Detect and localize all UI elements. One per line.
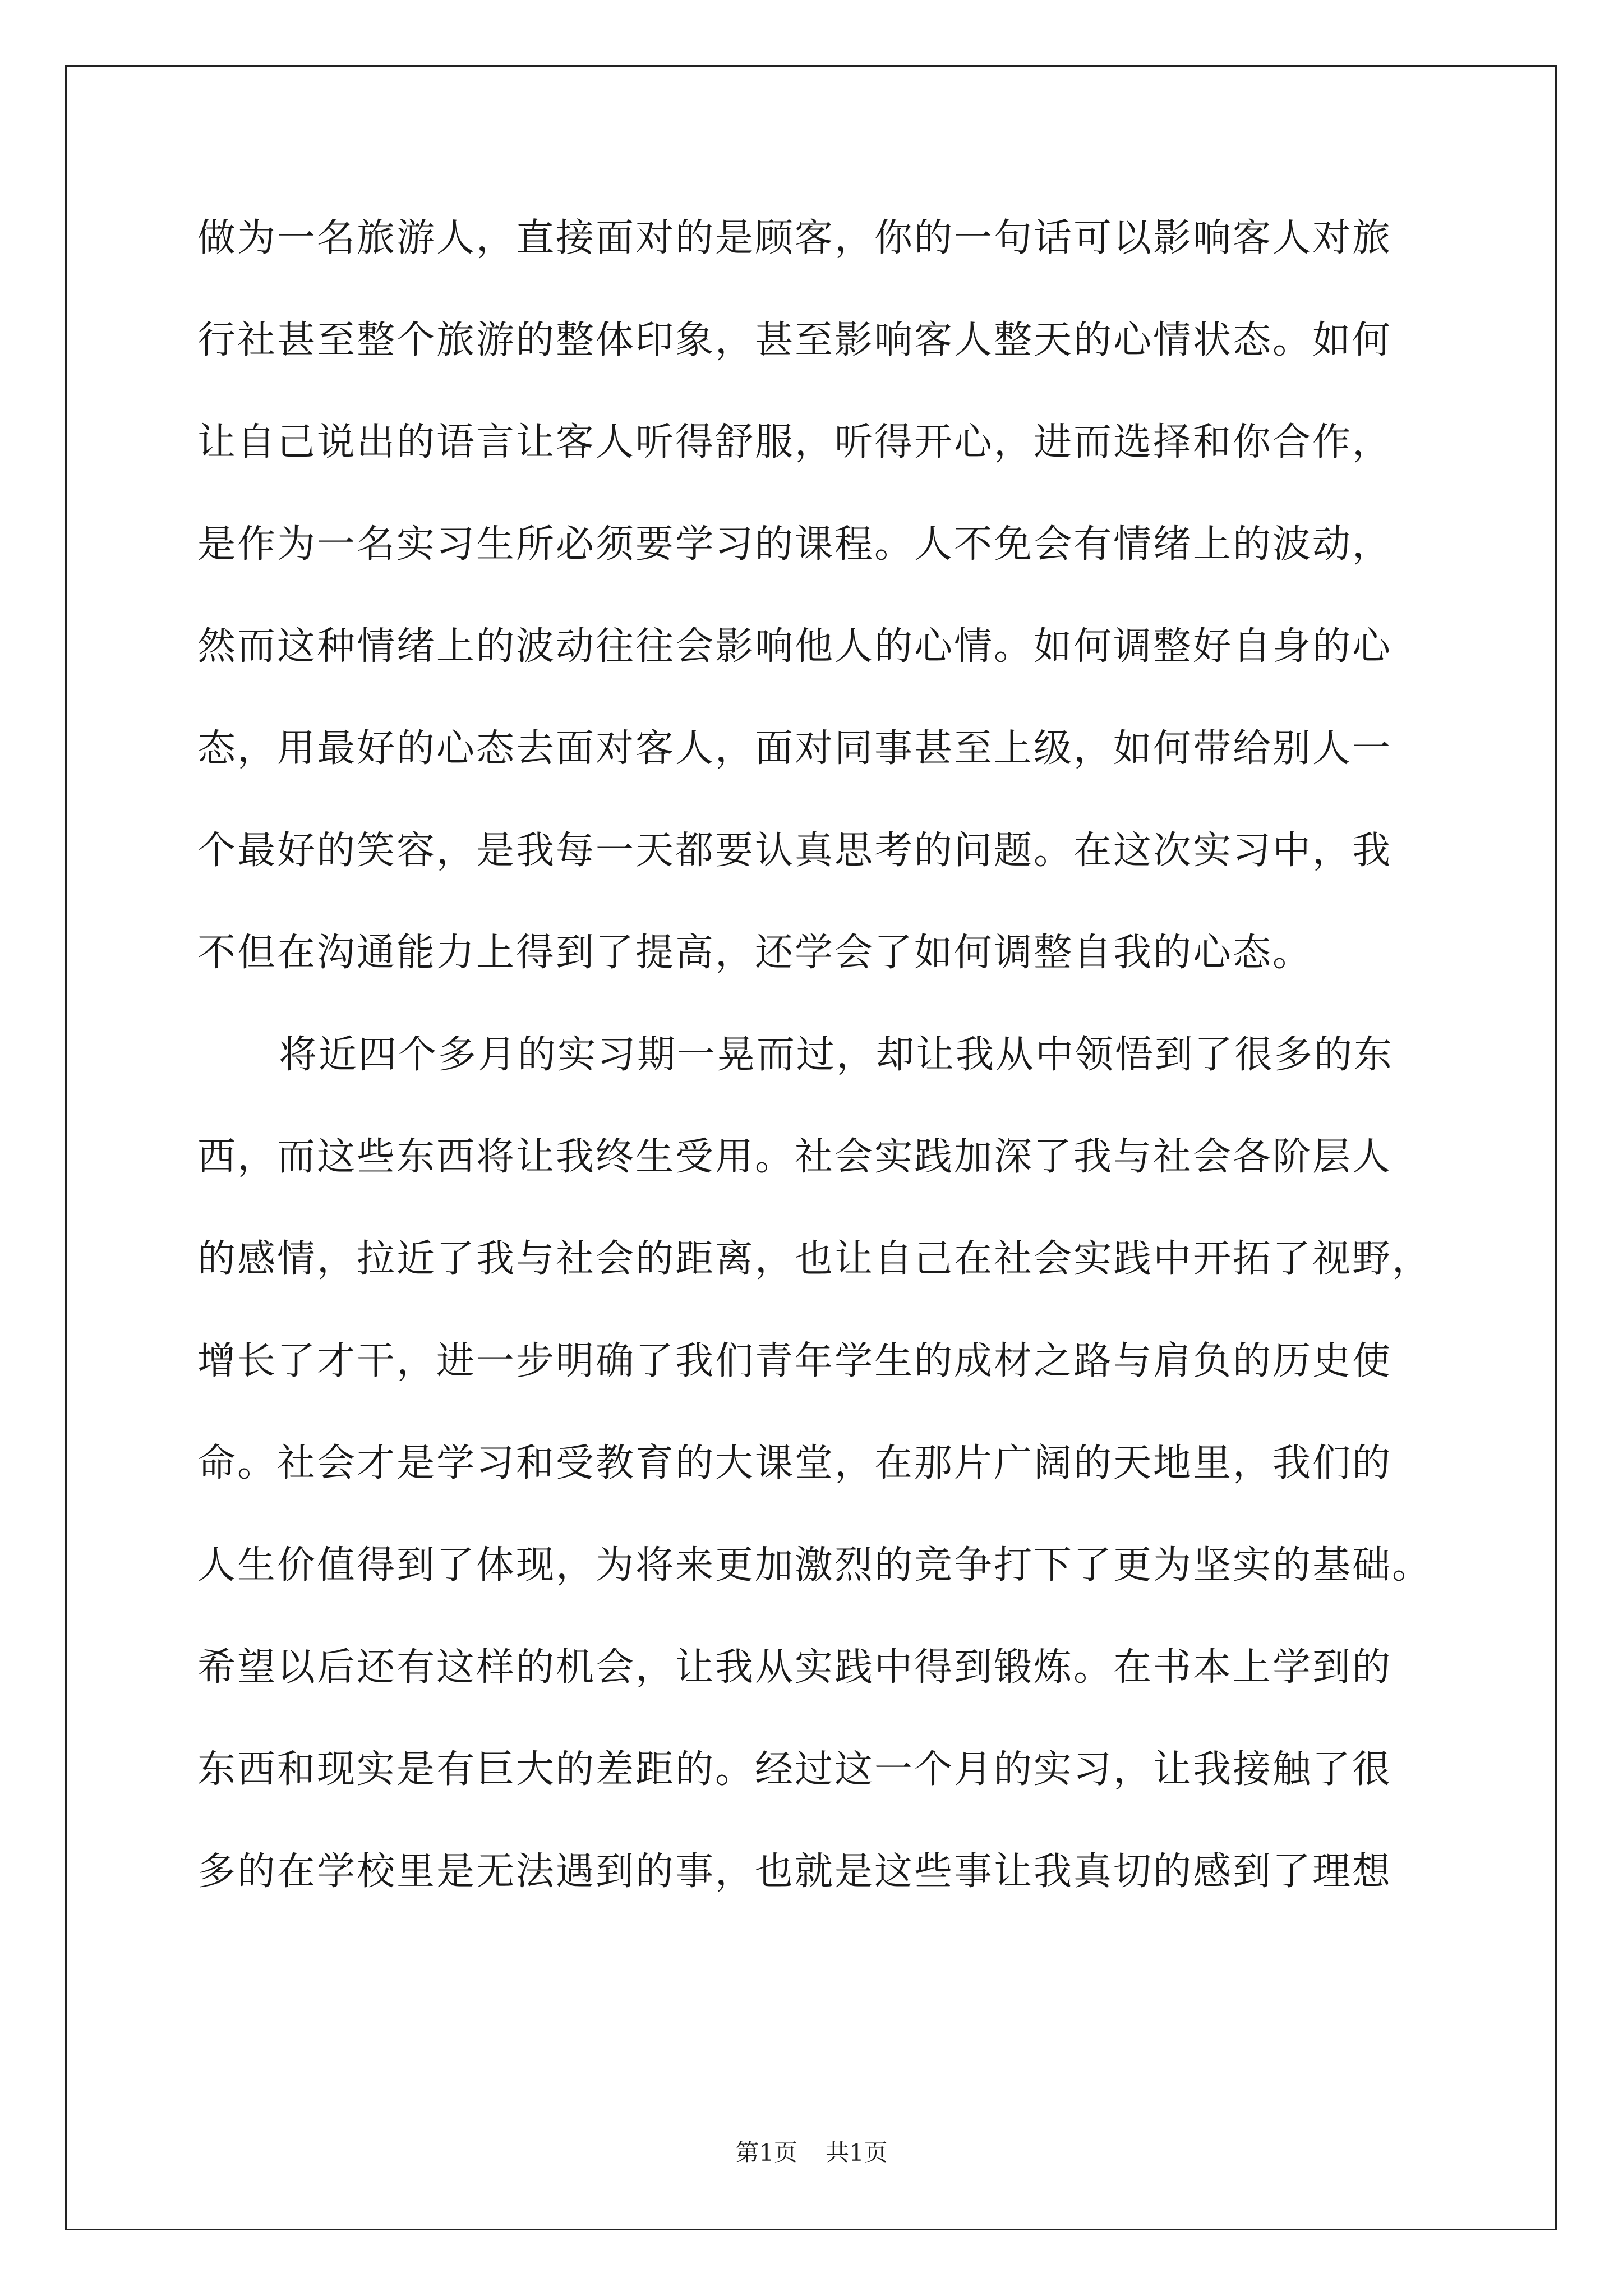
text-line: 个最好的笑容，是我每一天都要认真思考的问题。在这次实习中，我	[197, 829, 1393, 873]
text-line: 行社甚至整个旅游的整体印象，甚至影响客人整天的心情状态。如何	[197, 318, 1393, 362]
text-line: 希望以后还有这样的机会，让我从实践中得到锻炼。在书本上学到的	[197, 1645, 1393, 1690]
text-line: 增长了才干，进一步明确了我们青年学生的成材之路与肩负的历史使	[197, 1339, 1393, 1383]
text-line: 东西和现实是有巨大的差距的。经过这一个月的实习，让我接触了很	[197, 1747, 1393, 1792]
text-line: 人生价值得到了体现，为将来更加激烈的竞争打下了更为坚实的基础。	[197, 1543, 1432, 1588]
text-line: 多的在学校里是无法遇到的事，也就是这些事让我真切的感到了理想	[197, 1849, 1393, 1894]
text-line: 态，用最好的心态去面对客人，面对同事甚至上级，如何带给别人一	[197, 726, 1393, 771]
text-line: 然而这种情绪上的波动往往会影响他人的心情。如何调整好自身的心	[197, 624, 1393, 669]
paragraph-first-line: 将近四个多月的实习期一晃而过，却让我从中领悟到了很多的东	[279, 1033, 1394, 1077]
page-number: 第1页	[735, 2139, 797, 2166]
text-line: 做为一名旅游人，直接面对的是顾客，你的一句话可以影响客人对旅	[197, 216, 1393, 260]
document-body	[197, 210, 1431, 1946]
text-line: 让自己说出的语言让客人听得舒服，听得开心，进而选择和你合作，	[197, 420, 1393, 464]
text-line: 的感情，拉近了我与社会的距离，也让自己在社会实践中开拓了视野，	[197, 1237, 1432, 1281]
text-line: 命。社会才是学习和受教育的大课堂，在那片广阔的天地里，我们的	[197, 1441, 1393, 1485]
text-line: 是作为一名实习生所必须要学习的课程。人不免会有情绪上的波动，	[197, 522, 1393, 567]
text-line: 不但在沟通能力上得到了提高，还学会了如何调整自我的心态。	[197, 931, 1313, 975]
text-line: 西，而这些东西将让我终生受用。社会实践加深了我与社会各阶层人	[197, 1135, 1393, 1179]
page-total: 共1页	[826, 2139, 888, 2166]
page-footer	[0, 2136, 1623, 2170]
